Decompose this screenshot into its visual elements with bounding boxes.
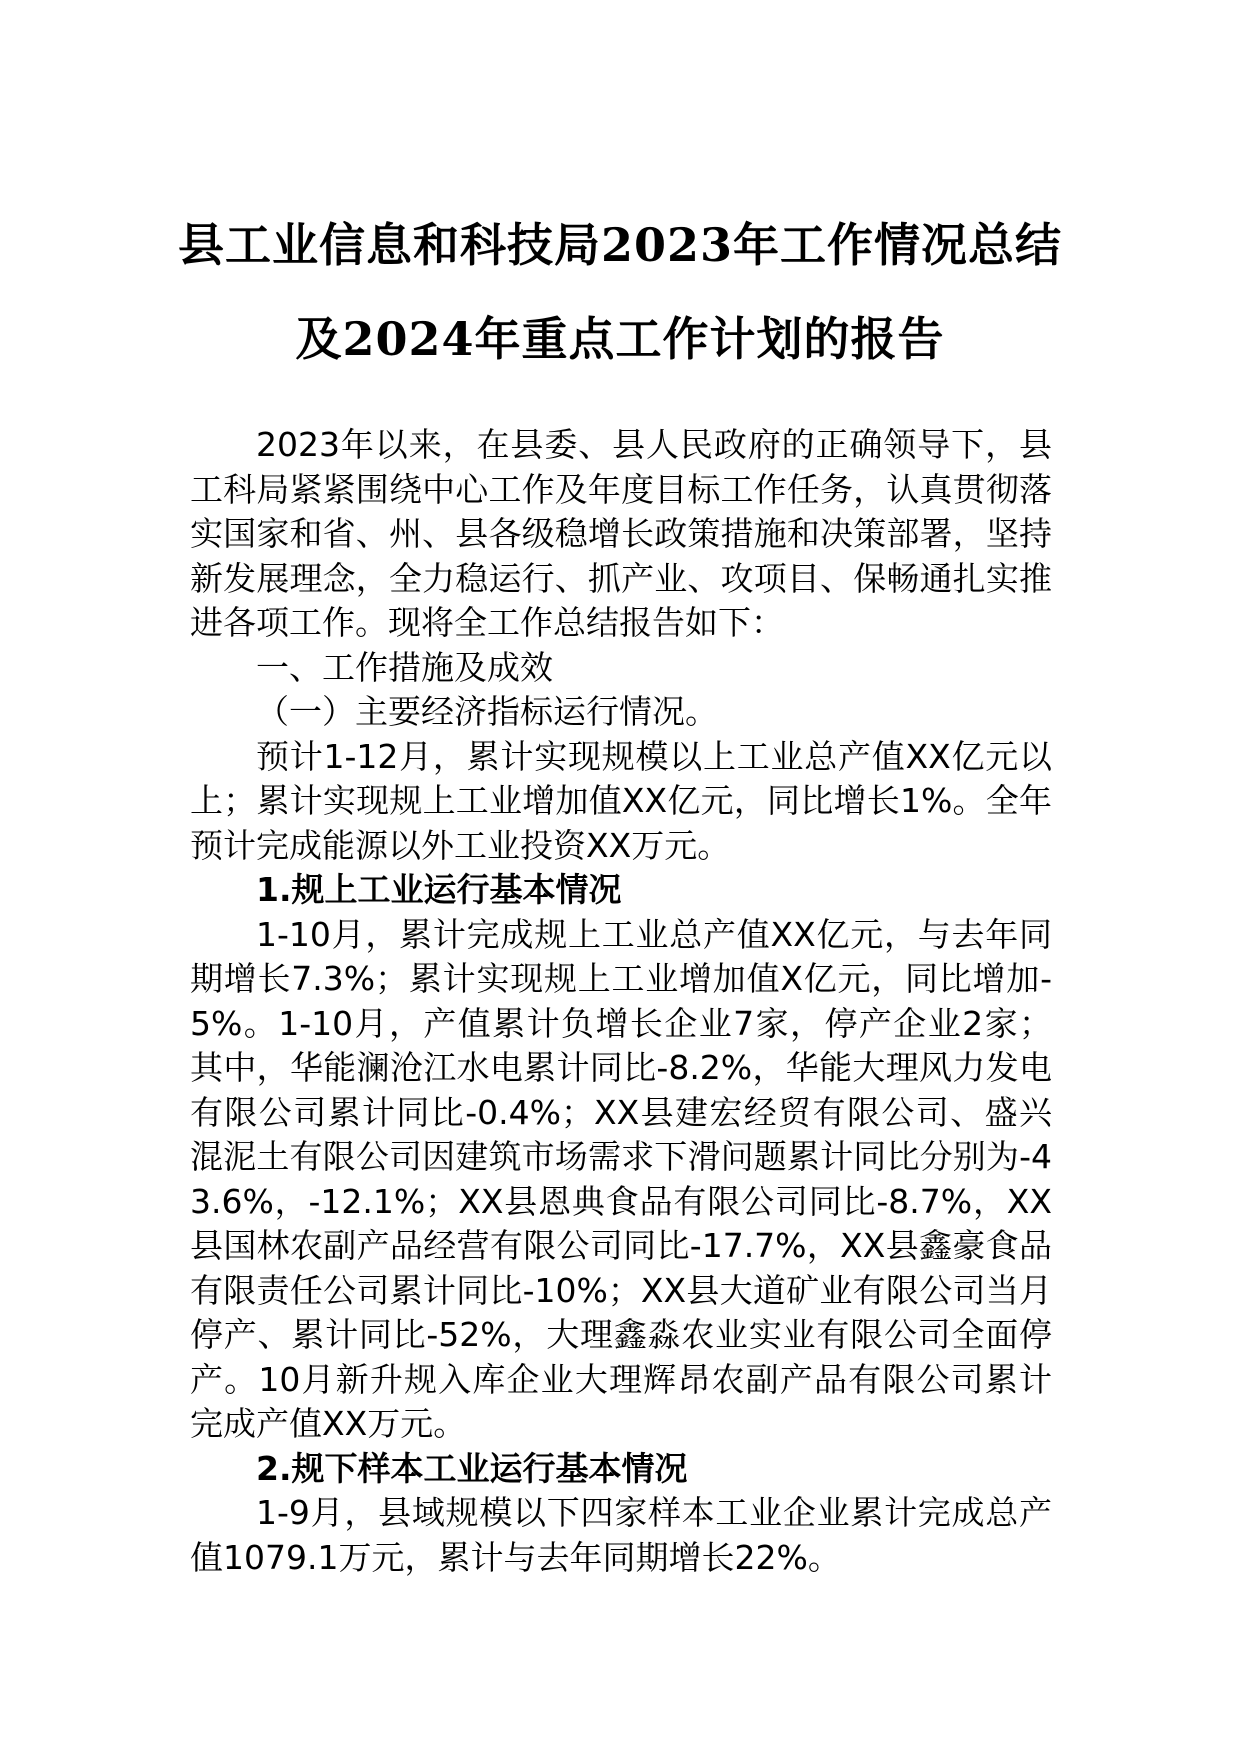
item-heading-1: 1.规上工业运行基本情况	[256, 870, 622, 909]
forecast-paragraph: 预计1-12月，累计实现规模以上工业总产值XX亿元以上；累计实现规上工业增加值XX亿元，同比增长1%。全年预计完成能源以外工业投资XX万元。	[190, 736, 1052, 865]
subsection-heading: （一）主要经济指标运行情况。	[256, 692, 718, 731]
document-title-line-2: 及2024年重点工作计划的报告	[295, 312, 945, 366]
item-paragraph-1: 1-10月，累计完成规上工业总产值XX亿元，与去年同期增长7.3%；累计实现规上工业增加值X亿元，同比增加-5%。1-10月，产值累计负增长企业7家，停产企业2家；其中，华能澜沧江水电累计同比-8.2%，华能大理风力发电有限公司累计同比-0.4%；XX县建宏经贸有限公司、盛兴混泥土有限公司因建筑市场需求下滑问题累计同比分别为-43.6%，-12.1%；XX县恩典食品有限公司同比-8.7%，XX县国林农副产品经营有限公司同比-17.7%，XX县鑫豪食品有限责任公司累计同比-10%；XX县大道矿业有限公司当月停产、累计同比-52%，大理鑫淼农业实业有限公司全面停产。10月新升规入库企业大理辉昂农副产品有限公司累计完成产值XX万元。	[190, 914, 1052, 1443]
item-heading-2: 2.规下样本工业运行基本情况	[256, 1448, 688, 1488]
item-paragraph-2: 1-9月，县域规模以下四家样本工业企业累计完成总产值1079.1万元，累计与去年同期增长22%。	[190, 1493, 1052, 1577]
intro-paragraph: 2023年以来，在县委、县人民政府的正确领导下，县工科局紧紧围绕中心工作及年度目标工作任务，认真贯彻落实国家和省、州、县各级稳增长政策措施和决策部署，坚持新发展理念，全力稳运行、抓产业、攻项目、保畅通扎实推进各项工作。现将全工作总结报告如下：	[190, 425, 1052, 642]
document-body	[190, 423, 1052, 1580]
section-heading: 一、工作措施及成效	[256, 647, 553, 687]
document-title-line-1: 县工业信息和科技局2023年工作情况总结	[177, 218, 1063, 272]
